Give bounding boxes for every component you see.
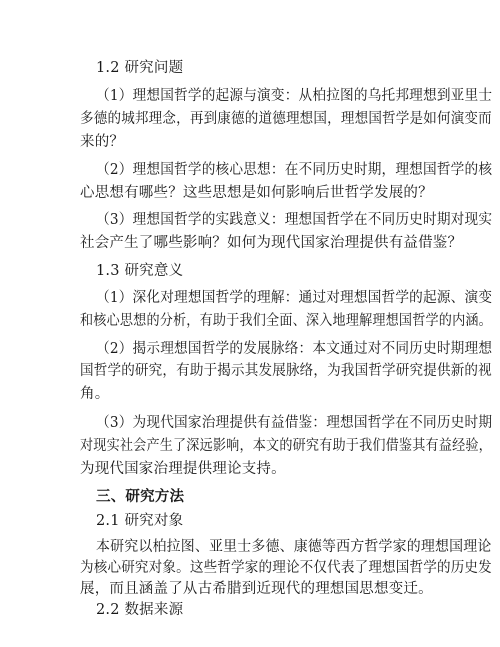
paragraph-line: 展，而且涵盖了从古希腊到近现代的理想国思想变迁。 <box>80 580 433 597</box>
paragraph-line: 角。 <box>80 386 110 403</box>
heading-2-2: 2.2 数据来源 <box>96 602 184 618</box>
heading-1-3: 1.3 研究意义 <box>96 262 184 279</box>
paragraph-line: （2）理想国哲学的核心思想：在不同历史时期，理想国哲学的核 <box>96 161 493 178</box>
paragraph-line: 对现实社会产生了深远影响，本文的研究有助于我们借鉴其有益经验， <box>80 437 492 454</box>
paragraph-line: （1）深化对理想国哲学的理解：通过对理想国哲学的起源、演变 <box>96 289 493 306</box>
paragraph-line: （3）理想国哲学的实践意义：理想国哲学在不同历史时期对现实 <box>96 211 493 228</box>
paragraph-line: 多德的城邦理念，再到康德的道德理想国，理想国哲学是如何演变而 <box>80 110 492 127</box>
paragraph-line: 和核心思想的分析，有助于我们全面、深入地理解理想国哲学的内涵。 <box>80 312 492 329</box>
heading-2-1: 2.1 研究对象 <box>96 512 184 529</box>
section-heading-research-methods: 三、研究方法 <box>96 487 185 505</box>
heading-1-2: 1.2 研究问题 <box>96 60 184 76</box>
paragraph-line: 为现代国家治理提供理论支持。 <box>80 460 286 477</box>
paragraph-line: 国哲学的研究，有助于揭示其发展脉络，为我国哲学研究提供新的视 <box>80 363 492 380</box>
paragraph-line: 本研究以柏拉图、亚里士多德、康德等西方哲学家的理想国理论 <box>96 538 492 555</box>
paragraph-line: （2）揭示理想国哲学的发展脉络：本文通过对不同历史时期理想 <box>96 340 493 357</box>
paragraph-line: 心思想有哪些？这些思想是如何影响后世哲学发展的？ <box>80 184 433 201</box>
paragraph-line: （1）理想国哲学的起源与演变：从柏拉图的乌托邦理想到亚里士 <box>96 88 493 105</box>
paragraph-line: 社会产生了哪些影响？如何为现代国家治理提供有益借鉴？ <box>80 234 463 251</box>
paragraph-line: 为核心研究对象。这些哲学家的理论不仅代表了理想国哲学的历史发 <box>80 559 492 576</box>
paragraph-line: （3）为现代国家治理提供有益借鉴：理想国哲学在不同历史时期 <box>96 415 493 432</box>
paragraph-line: 来的？ <box>80 133 125 150</box>
